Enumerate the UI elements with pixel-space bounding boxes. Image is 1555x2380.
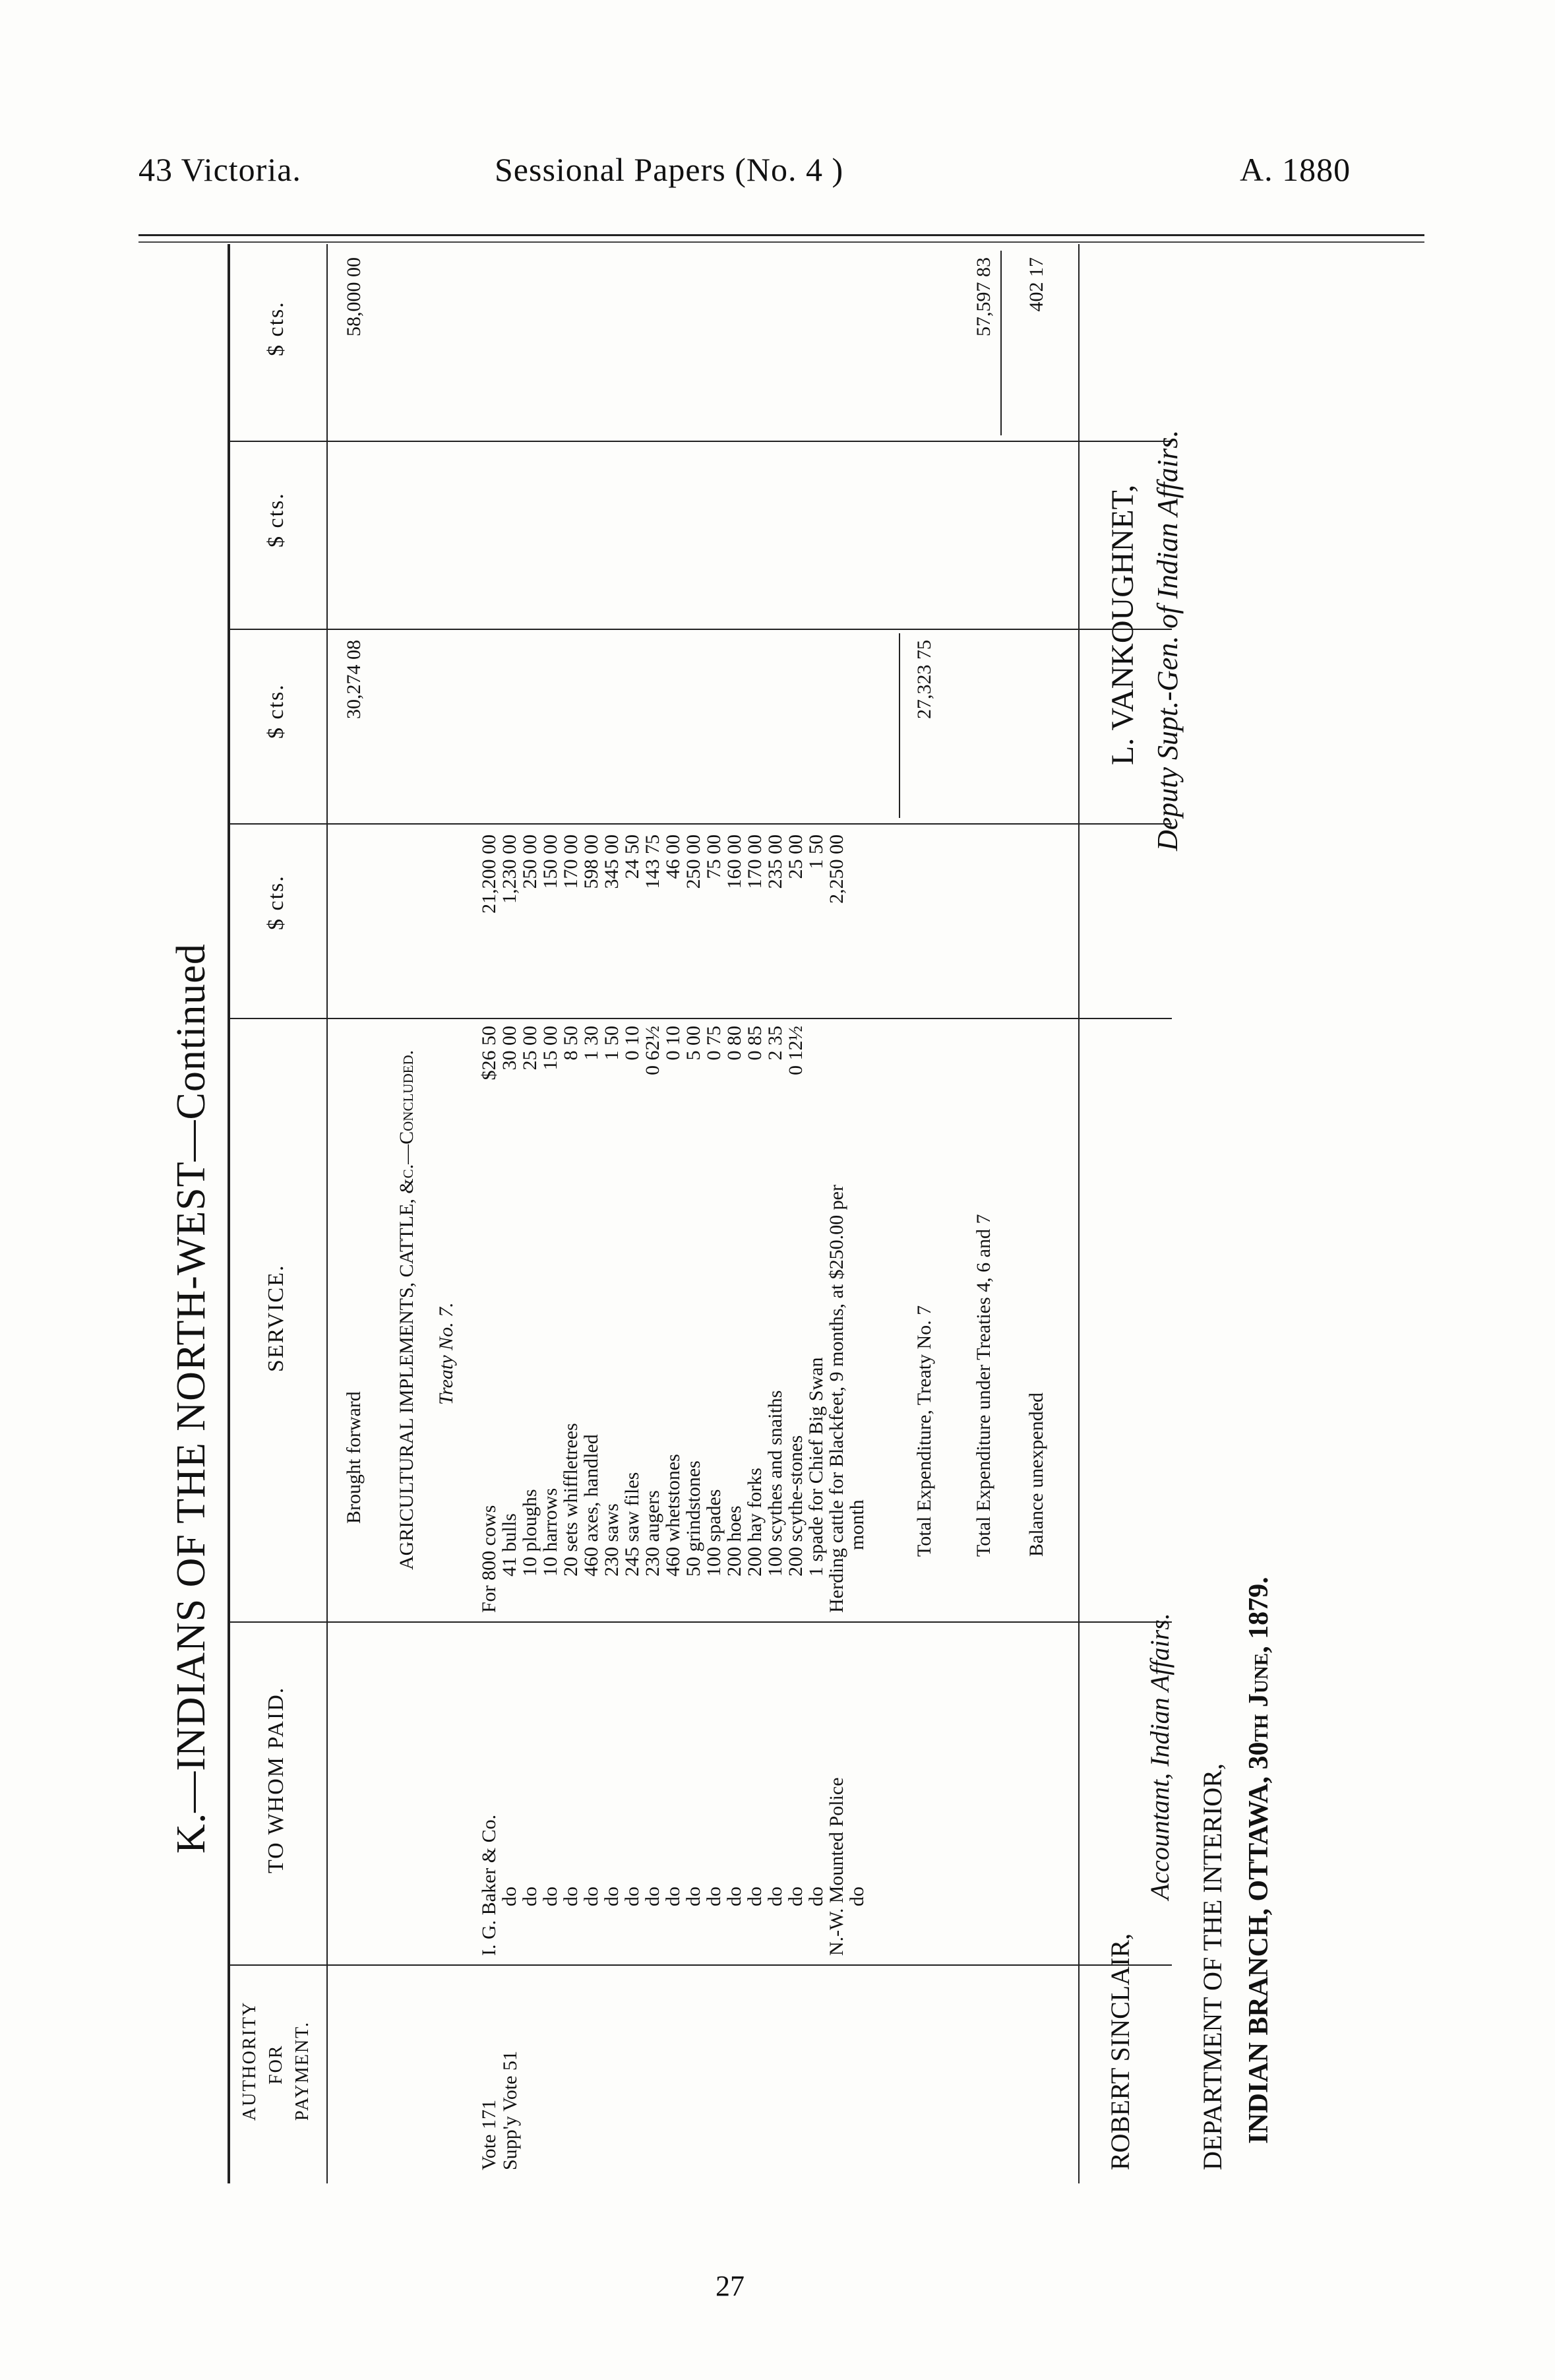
col-sep-service <box>229 1018 1172 1019</box>
branch-date-line: INDIAN BRANCH, OTTAWA, 30th June, 1879. <box>1244 1577 1274 2144</box>
row-rate: 0 10 <box>621 1026 643 1061</box>
section-heading: AGRICULTURAL IMPLEMENTS, CATTLE, &c.—Concluded. <box>396 1049 417 1570</box>
total-rule <box>1000 251 1002 435</box>
total-treaties-label: Total Expenditure under Treaties 4, 6 and 7 <box>973 1214 994 1557</box>
signature-left-name: ROBERT SINCLAIR, <box>1105 1933 1135 2170</box>
col-sep-money2 <box>229 629 1172 630</box>
col-head-whom: TO WHOM PAID. <box>264 1686 288 1873</box>
row-rate: 0 75 <box>703 1026 725 1061</box>
row-service: 50 grindstones <box>683 1460 704 1577</box>
row-rate: 0 12½ <box>785 1026 807 1075</box>
row-service: 200 scythe-stones <box>785 1435 807 1577</box>
col-sep-whom <box>229 1621 1172 1623</box>
department-line: DEPARTMENT OF THE INTERIOR, <box>1198 1763 1227 2170</box>
row-rate: 2 35 <box>764 1026 786 1061</box>
row-whom: do <box>703 1887 725 1906</box>
row-rate: 0 85 <box>744 1026 766 1061</box>
header-session: 43 Victoria. <box>138 151 301 188</box>
balance-amount: 402 17 <box>1025 257 1047 312</box>
row-whom: do <box>560 1887 582 1906</box>
row-service: 245 saw files <box>621 1472 643 1577</box>
row-amount: 46 00 <box>662 834 684 879</box>
row-whom: do <box>846 1887 868 1906</box>
row-amount: 345 00 <box>601 834 623 889</box>
row-whom: I. G. Baker & Co. <box>478 1814 500 1956</box>
row-rate: 5 00 <box>683 1026 704 1061</box>
total-treaty7-amount: 27,323 75 <box>913 640 935 719</box>
row-whom: do <box>805 1887 827 1906</box>
row-whom: do <box>683 1887 704 1906</box>
total-treaties-amount: 57,597 83 <box>973 257 994 336</box>
row-rate: 1 30 <box>580 1026 602 1061</box>
header-sessional-papers: Sessional Papers (No. 4 ) <box>495 151 844 188</box>
row-service: month <box>846 1499 868 1550</box>
row-amount: 150 00 <box>539 834 561 889</box>
row-amount: 250 00 <box>519 834 541 889</box>
row-amount: 2,250 00 <box>826 834 847 904</box>
row-rate: 0 80 <box>723 1026 745 1061</box>
col-sep-authority <box>229 1964 1172 1966</box>
row-rate: $26 50 <box>478 1026 500 1080</box>
authority-vote-171: Vote 171 <box>478 2100 500 2170</box>
row-service: 230 saws <box>601 1503 623 1577</box>
row-whom: do <box>785 1887 807 1906</box>
table-top-border <box>228 244 230 2183</box>
row-service: 460 axes, handled <box>580 1434 602 1577</box>
subtotal-rule <box>899 633 900 818</box>
header-bottom-rule <box>326 244 328 2183</box>
page-number: 27 <box>716 2270 745 2302</box>
col-head-authority-3: PAYMENT. <box>292 2020 313 2121</box>
row-amount: 598 00 <box>580 834 602 889</box>
col-head-authority-1: AUTHORITY <box>239 2001 260 2121</box>
row-amount: 143 75 <box>642 834 663 889</box>
row-service: 1 spade for Chief Big Swan <box>805 1357 827 1577</box>
row-service: 20 sets whiffletrees <box>560 1423 582 1577</box>
row-whom: do <box>642 1887 663 1906</box>
table-title: K.—INDIANS OF THE NORTH-WEST—Continued <box>169 943 214 1854</box>
row-rate: 1 50 <box>601 1026 623 1061</box>
header-rule-thin <box>138 241 1424 243</box>
row-rate: 15 00 <box>539 1026 561 1071</box>
row-amount: 250 00 <box>683 834 704 889</box>
row-amount: 1,230 00 <box>499 834 520 904</box>
col-head-money-2: $ cts. <box>264 683 288 739</box>
table-bottom-rule <box>1078 244 1080 2183</box>
header-rule <box>138 234 1424 236</box>
row-amount: 24 50 <box>621 834 643 879</box>
row-whom: do <box>601 1887 623 1906</box>
signature-right-title: Deputy Supt.-Gen. of Indian Affairs. <box>1151 429 1184 851</box>
brought-forward-col4: 58,000 00 <box>343 257 365 336</box>
rotated-table-page <box>168 244 1375 2183</box>
row-service: 200 hay forks <box>744 1468 766 1577</box>
row-whom: do <box>723 1887 745 1906</box>
row-whom: N.-W. Mounted Police <box>826 1777 847 1956</box>
row-service: 10 harrows <box>539 1488 561 1577</box>
brought-forward-col2: 30,274 08 <box>343 640 365 719</box>
total-treaty7-label: Total Expenditure, Treaty No. 7 <box>913 1305 935 1557</box>
row-whom: do <box>744 1887 766 1906</box>
row-whom: do <box>580 1887 602 1906</box>
row-service: Herding cattle for Blackfeet, 9 months, at $250.00 per <box>826 1185 847 1613</box>
col-head-money-4: $ cts. <box>264 301 288 356</box>
row-rate: 25 00 <box>519 1026 541 1071</box>
row-rate: 30 00 <box>499 1026 520 1071</box>
row-amount: 170 00 <box>560 834 582 889</box>
signature-right-name: L. VANKOUGHNET, <box>1105 484 1140 765</box>
col-head-money-3: $ cts. <box>264 492 288 548</box>
row-service: 460 whetstones <box>662 1454 684 1577</box>
row-service: 10 ploughs <box>519 1489 541 1577</box>
authority-supp-vote-51: Supp'y Vote 51 <box>499 2051 521 2170</box>
row-whom: do <box>621 1887 643 1906</box>
brought-forward-label: Brought forward <box>343 1391 365 1524</box>
row-amount: 21,200 00 <box>478 834 500 914</box>
row-amount: 25 00 <box>785 834 807 879</box>
header-year: A. 1880 <box>1240 151 1351 188</box>
row-amount: 75 00 <box>703 834 725 879</box>
col-sep-money3 <box>229 441 1172 442</box>
row-amount: 160 00 <box>723 834 745 889</box>
row-amount: 235 00 <box>764 834 786 889</box>
row-whom: do <box>519 1887 541 1906</box>
row-whom: do <box>499 1887 520 1906</box>
row-service: 230 augers <box>642 1490 663 1577</box>
row-amount: 170 00 <box>744 834 766 889</box>
col-head-money-1: $ cts. <box>264 875 288 930</box>
row-rate: 0 10 <box>662 1026 684 1061</box>
row-service: 100 spades <box>703 1489 725 1577</box>
row-service: 41 bulls <box>499 1513 520 1577</box>
row-rate: 0 62½ <box>642 1026 663 1075</box>
row-whom: do <box>539 1887 561 1906</box>
row-amount: 1 50 <box>805 834 827 869</box>
row-service: For 800 cows <box>478 1505 500 1613</box>
row-service: 100 scythes and snaiths <box>764 1390 786 1577</box>
signature-left-title: Accountant, Indian Affairs. <box>1145 1613 1174 1900</box>
balance-label: Balance unexpended <box>1025 1392 1047 1557</box>
col-head-service: SERVICE. <box>264 1264 288 1372</box>
treaty-heading: Treaty No. 7. <box>435 1302 457 1405</box>
col-head-authority-2: FOR <box>266 2044 286 2084</box>
row-service: 200 hoes <box>723 1505 745 1577</box>
row-rate: 8 50 <box>560 1026 582 1061</box>
row-whom: do <box>764 1887 786 1906</box>
col-sep-money1 <box>229 823 1172 825</box>
row-whom: do <box>662 1887 684 1906</box>
